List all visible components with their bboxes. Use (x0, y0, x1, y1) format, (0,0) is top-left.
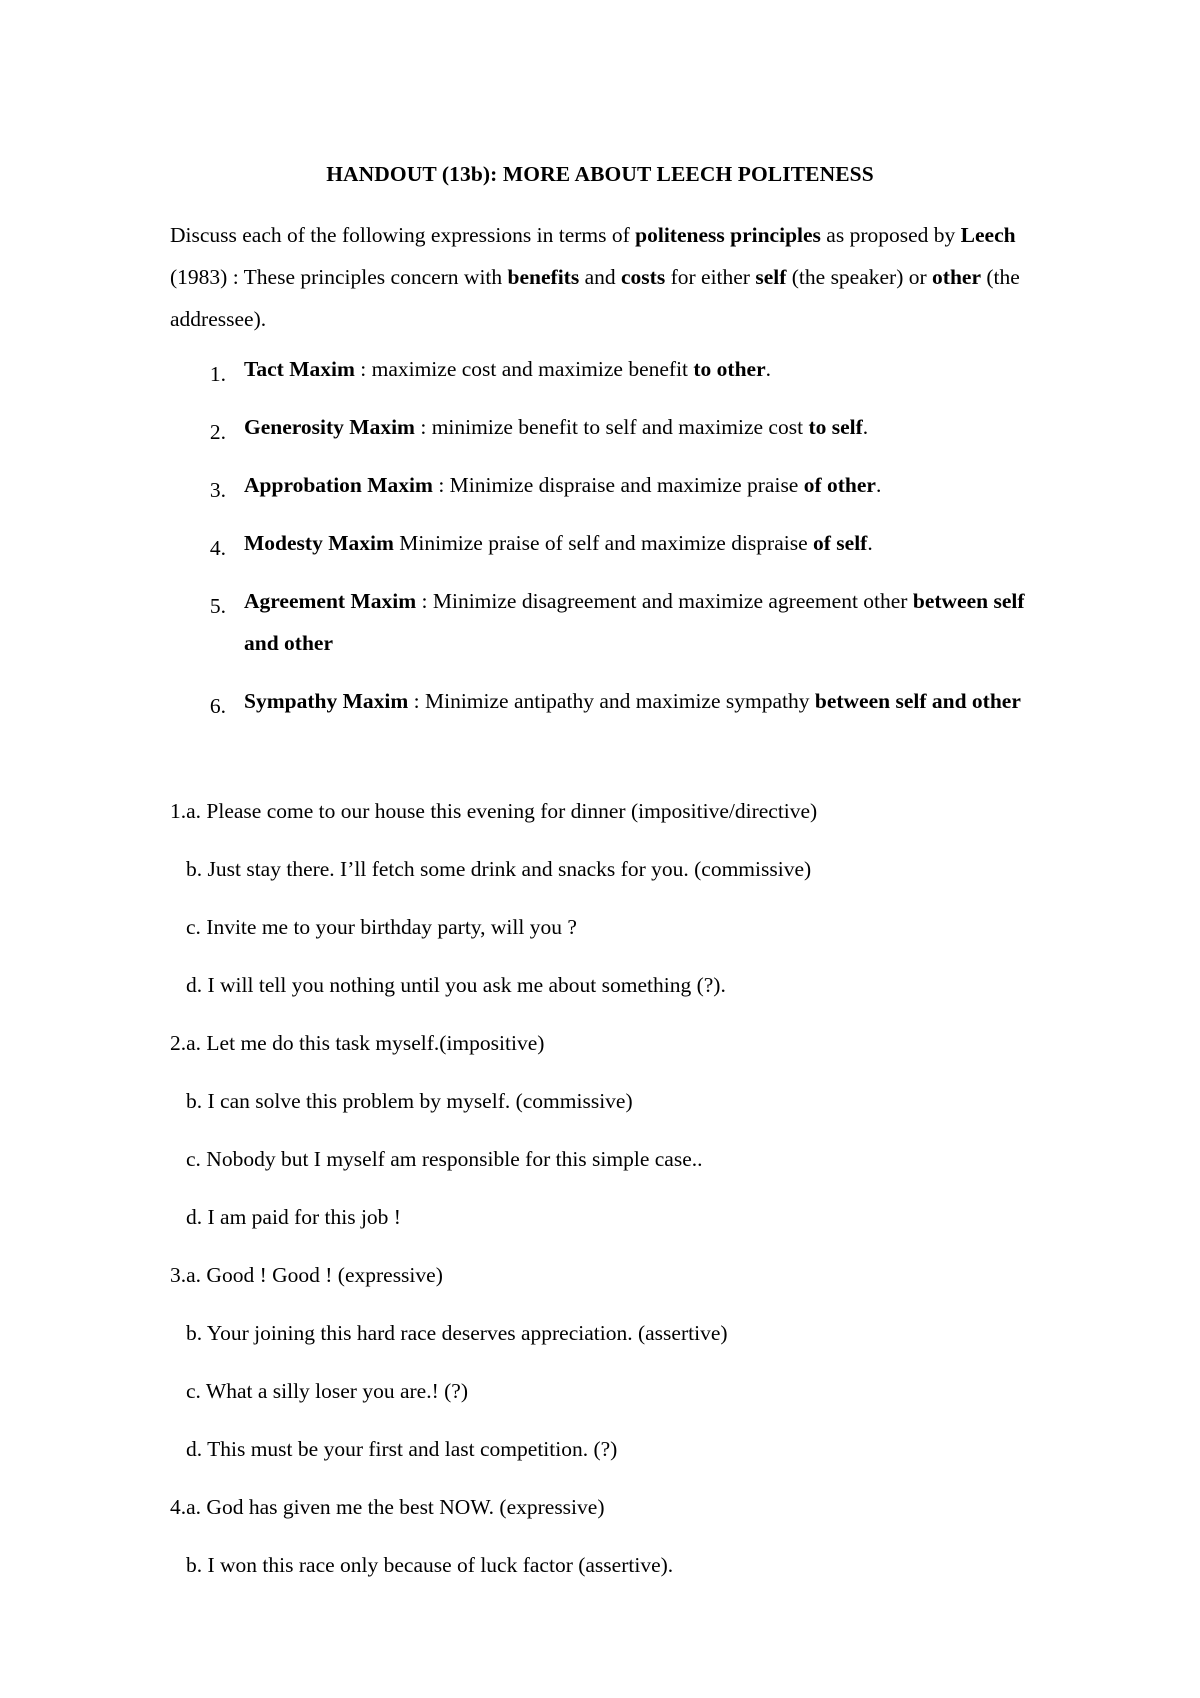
maxim-body (244, 580, 1044, 664)
maxim-end: . (765, 357, 772, 381)
maxim-body (244, 348, 1044, 390)
maxim-name: Agreement Maxim (244, 589, 417, 613)
intro-paragraph (170, 214, 1050, 340)
maxim-end: . (862, 415, 869, 439)
intro-text: (the speaker) or (786, 265, 933, 289)
maxim-number: 5. (209, 594, 226, 618)
maxim-text: Minimize praise of self and maximize dispraise (393, 531, 813, 555)
maxim-body (244, 680, 1044, 722)
maxim-number: 4. (209, 536, 226, 560)
example-item: c. Nobody but I myself am responsible for this simple case.. (186, 1147, 703, 1171)
maxim-end: . (867, 531, 873, 555)
maxim-text: : Minimize disagreement and maximize agreement other (416, 589, 913, 613)
example-item: 4.a. God has given me the best NOW. (expressive) (170, 1495, 605, 1519)
example-item: c. What a silly loser you are.! (?) (186, 1379, 468, 1403)
maxim-body (244, 464, 1044, 506)
maxim-bold-tail: to other (693, 357, 766, 381)
intro-bold: Leech (960, 223, 1016, 247)
intro-bold: benefits (507, 265, 580, 289)
maxim-text: : Minimize dispraise and maximize praise (432, 473, 804, 497)
maxim-number: 2. (209, 420, 226, 444)
intro-bold: self (755, 265, 787, 289)
intro-text: Discuss each of the following expressions in terms of (170, 223, 636, 247)
example-item: b. Your joining this hard race deserves appreciation. (assertive) (186, 1321, 728, 1345)
intro-text: as proposed by (820, 223, 961, 247)
example-item: 2.a. Let me do this task myself.(impositive) (170, 1031, 545, 1055)
example-item: d. I will tell you nothing until you ask me about something (?). (186, 973, 726, 997)
example-item: 3.a. Good ! Good ! (expressive) (170, 1263, 443, 1287)
example-item: b. I won this race only because of luck factor (assertive). (186, 1553, 674, 1577)
intro-text: and (579, 265, 622, 289)
maxim-name: Approbation Maxim (244, 473, 433, 497)
maxim-end: . (875, 473, 882, 497)
maxim-name: Sympathy Maxim (244, 689, 409, 713)
example-item: d. This must be your first and last competition. (?) (186, 1437, 618, 1461)
maxim-body (244, 406, 1044, 448)
intro-text: (1983) : These principles concern with (170, 265, 508, 289)
maxim-bold-tail: to self (808, 415, 863, 439)
maxim-name: Tact Maxim (244, 357, 355, 381)
example-item: d. I am paid for this job ! (186, 1205, 401, 1229)
example-item: c. Invite me to your birthday party, will you ? (186, 915, 577, 939)
maxim-text: : Minimize antipathy and maximize sympathy (408, 689, 815, 713)
maxim-bold-tail: between self and other (244, 589, 1025, 655)
maxim-body (244, 522, 1044, 564)
maxim-name: Generosity Maxim (244, 415, 415, 439)
maxim-name: Modesty Maxim (244, 531, 394, 555)
maxim-bold-tail: of other (803, 473, 876, 497)
maxim-text: : maximize cost and maximize benefit (354, 357, 694, 381)
handout-title: HANDOUT (13b): MORE ABOUT LEECH POLITENESS (326, 162, 874, 186)
example-item: 1.a. Please come to our house this evening for dinner (impositive/directive) (170, 799, 818, 823)
intro-text: (the addressee). (170, 265, 1020, 331)
maxim-bold-tail: between self and other (814, 689, 1021, 713)
intro-bold: politeness principles (635, 223, 821, 247)
maxim-text: : minimize benefit to self and maximize cost (414, 415, 809, 439)
maxim-number: 3. (209, 478, 226, 502)
example-item: b. Just stay there. I’ll fetch some drink and snacks for you. (commissive) (186, 857, 812, 881)
intro-text: for either (665, 265, 756, 289)
maxim-number: 6. (209, 694, 226, 718)
example-item: b. I can solve this problem by myself. (commissive) (186, 1089, 633, 1113)
intro-bold: other (932, 265, 981, 289)
intro-bold: costs (621, 265, 666, 289)
maxim-bold-tail: of self (813, 531, 868, 555)
maxim-number: 1. (209, 362, 226, 386)
